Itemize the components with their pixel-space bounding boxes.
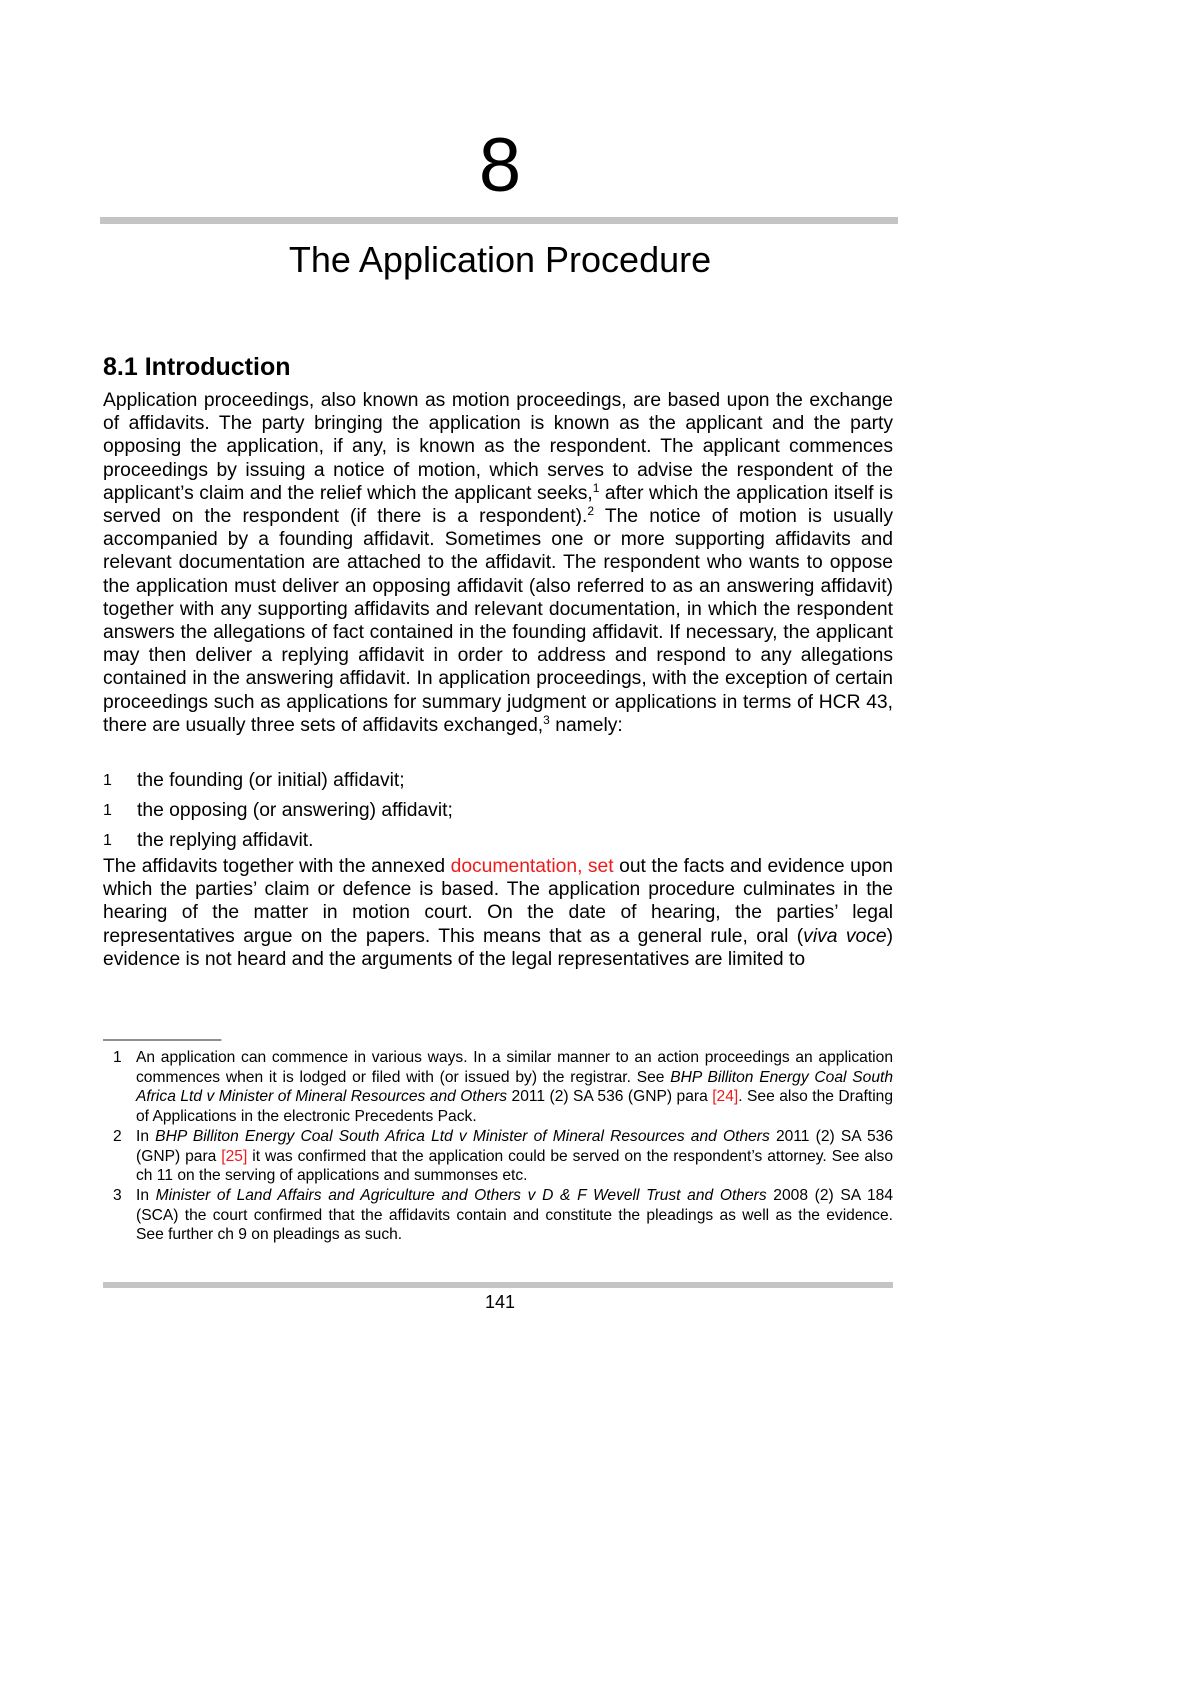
footnote-text: 2008 (2) SA 184 (SCA) the court confirmed that the affidavits contain and constitute the pleadings as well as the evidence. See further ch 9 on pleadings as such. bbox=[136, 1186, 893, 1244]
footnotes bbox=[103, 1048, 893, 1245]
footnote-text: In bbox=[136, 1186, 156, 1204]
list-item bbox=[103, 766, 893, 796]
case-citation: BHP Billiton Energy Coal South Africa Ltd v Minister of Mineral Resources and Others bbox=[155, 1127, 770, 1145]
chapter-title: The Application Procedure bbox=[288, 239, 712, 280]
intro-paragraph bbox=[103, 389, 893, 737]
footnote-3 bbox=[103, 1186, 893, 1245]
footnote-ref-3[interactable]: 3 bbox=[543, 712, 550, 727]
italic-term: viva voce bbox=[803, 925, 887, 947]
intro-text-3: The notice of motion is usually accompanied by a founding affidavit. Sometimes one or more supporting affidavits and relevant documentation are attached to the affidavit. The respondent who wants to oppose the application must deliver an opposing affidavit (also referred to as an answering affidavit) together with any supporting affidavits and relevant documentation, in which the respondent answers the allegations of fact contained in the founding affidavit. If necessary, the applicant may then deliver a replying affidavit in order to address and respond to any allegations contained in the answering affidavit. In application proceedings, with the exception of certain proceedings such as applications for summary judgment or applications in terms of HCR 43, there are usually three sets of affidavits exchanged, bbox=[103, 506, 893, 736]
footnote-number: 2 bbox=[113, 1127, 122, 1145]
list-item-text: the replying affidavit. bbox=[137, 830, 314, 851]
footnote-ref-1[interactable]: 1 bbox=[592, 480, 600, 495]
section-heading: 8.1 Introduction bbox=[103, 353, 291, 381]
intro-text-4: namely: bbox=[549, 714, 623, 736]
case-citation: BHP Billiton Energy Coal South Africa Ltd v Minister of Mineral Resources and Others bbox=[136, 1068, 894, 1106]
footnote-number: 1 bbox=[113, 1049, 122, 1066]
footnote-text: it was confirmed that the application could be served on the respondent’s attorney. See also ch 11 on the serving of applications and summonses etc. bbox=[136, 1147, 893, 1185]
footnote-number: 3 bbox=[113, 1186, 122, 1204]
footnote-text: . See also the Drafting of Applications in the electronic Precedents Pack. bbox=[136, 1088, 894, 1126]
paragraph-link[interactable]: [25] bbox=[221, 1147, 248, 1165]
footer-divider bbox=[103, 1282, 893, 1288]
footnote-text: An application can commence in various ways. In a similar manner to an action proceedings an application commences when it is lodged or filed with (or issued by) the registrar. See bbox=[136, 1049, 893, 1086]
list-item bbox=[103, 826, 893, 856]
affidavit-list bbox=[103, 766, 893, 856]
bullet-marker: 1 bbox=[103, 802, 112, 819]
bullet-marker: 1 bbox=[103, 832, 112, 849]
case-citation: Minister of Land Affairs and Agriculture and Others v D & F Wevell Trust and Others bbox=[155, 1186, 767, 1204]
chapter-divider bbox=[100, 217, 898, 224]
list-item-text: the founding (or initial) affidavit; bbox=[137, 770, 405, 791]
highlighted-text: documentation, set bbox=[450, 856, 614, 877]
list-item bbox=[103, 796, 893, 826]
footnote-ref-2[interactable]: 2 bbox=[587, 504, 595, 519]
intro-text-1: Application proceedings, also known as motion proceedings, are based upon the exchange of affidavits. The party bringing the application is known as the applicant and the party opposing the application, if any, is known as the respondent. The applicant commences proceedings by issuing a notice of motion, which serves to advise the respondent of the applicant’s claim and the relief which the applicant seeks, bbox=[103, 390, 893, 504]
list-item-text: the opposing (or answering) affidavit; bbox=[137, 800, 453, 821]
footnote-text: In bbox=[136, 1127, 156, 1145]
intro-text-2: after which the application itself is served on the respondent (if there is a respondent). bbox=[103, 482, 893, 528]
second-text-3: ) evidence is not heard and the arguments of the legal representatives are limited to bbox=[103, 925, 893, 970]
footnote-text: 2011 (2) SA 536 (GNP) para bbox=[507, 1088, 713, 1106]
footnote-2 bbox=[103, 1127, 893, 1186]
second-text-2: out the facts and evidence upon which the parties’ claim or defence is based. The application procedure culminates in the hearing of the matter in motion court. On the date of hearing, the parties’ legal representatives argue on the papers. This means that as a general rule, oral ( bbox=[103, 856, 893, 947]
footnote-separator: –––––––––––––––– bbox=[103, 1031, 221, 1048]
bullet-marker: 1 bbox=[103, 772, 112, 789]
paragraph-link[interactable]: [24] bbox=[712, 1088, 739, 1106]
page-number: 141 bbox=[484, 1292, 516, 1312]
second-text-1: The affidavits together with the annexed bbox=[103, 856, 451, 877]
footnote-1 bbox=[103, 1048, 893, 1127]
second-paragraph bbox=[103, 855, 893, 971]
chapter-number: 8 bbox=[478, 123, 522, 208]
footnote-text: 2011 (2) SA 536 (GNP) para bbox=[136, 1127, 893, 1165]
